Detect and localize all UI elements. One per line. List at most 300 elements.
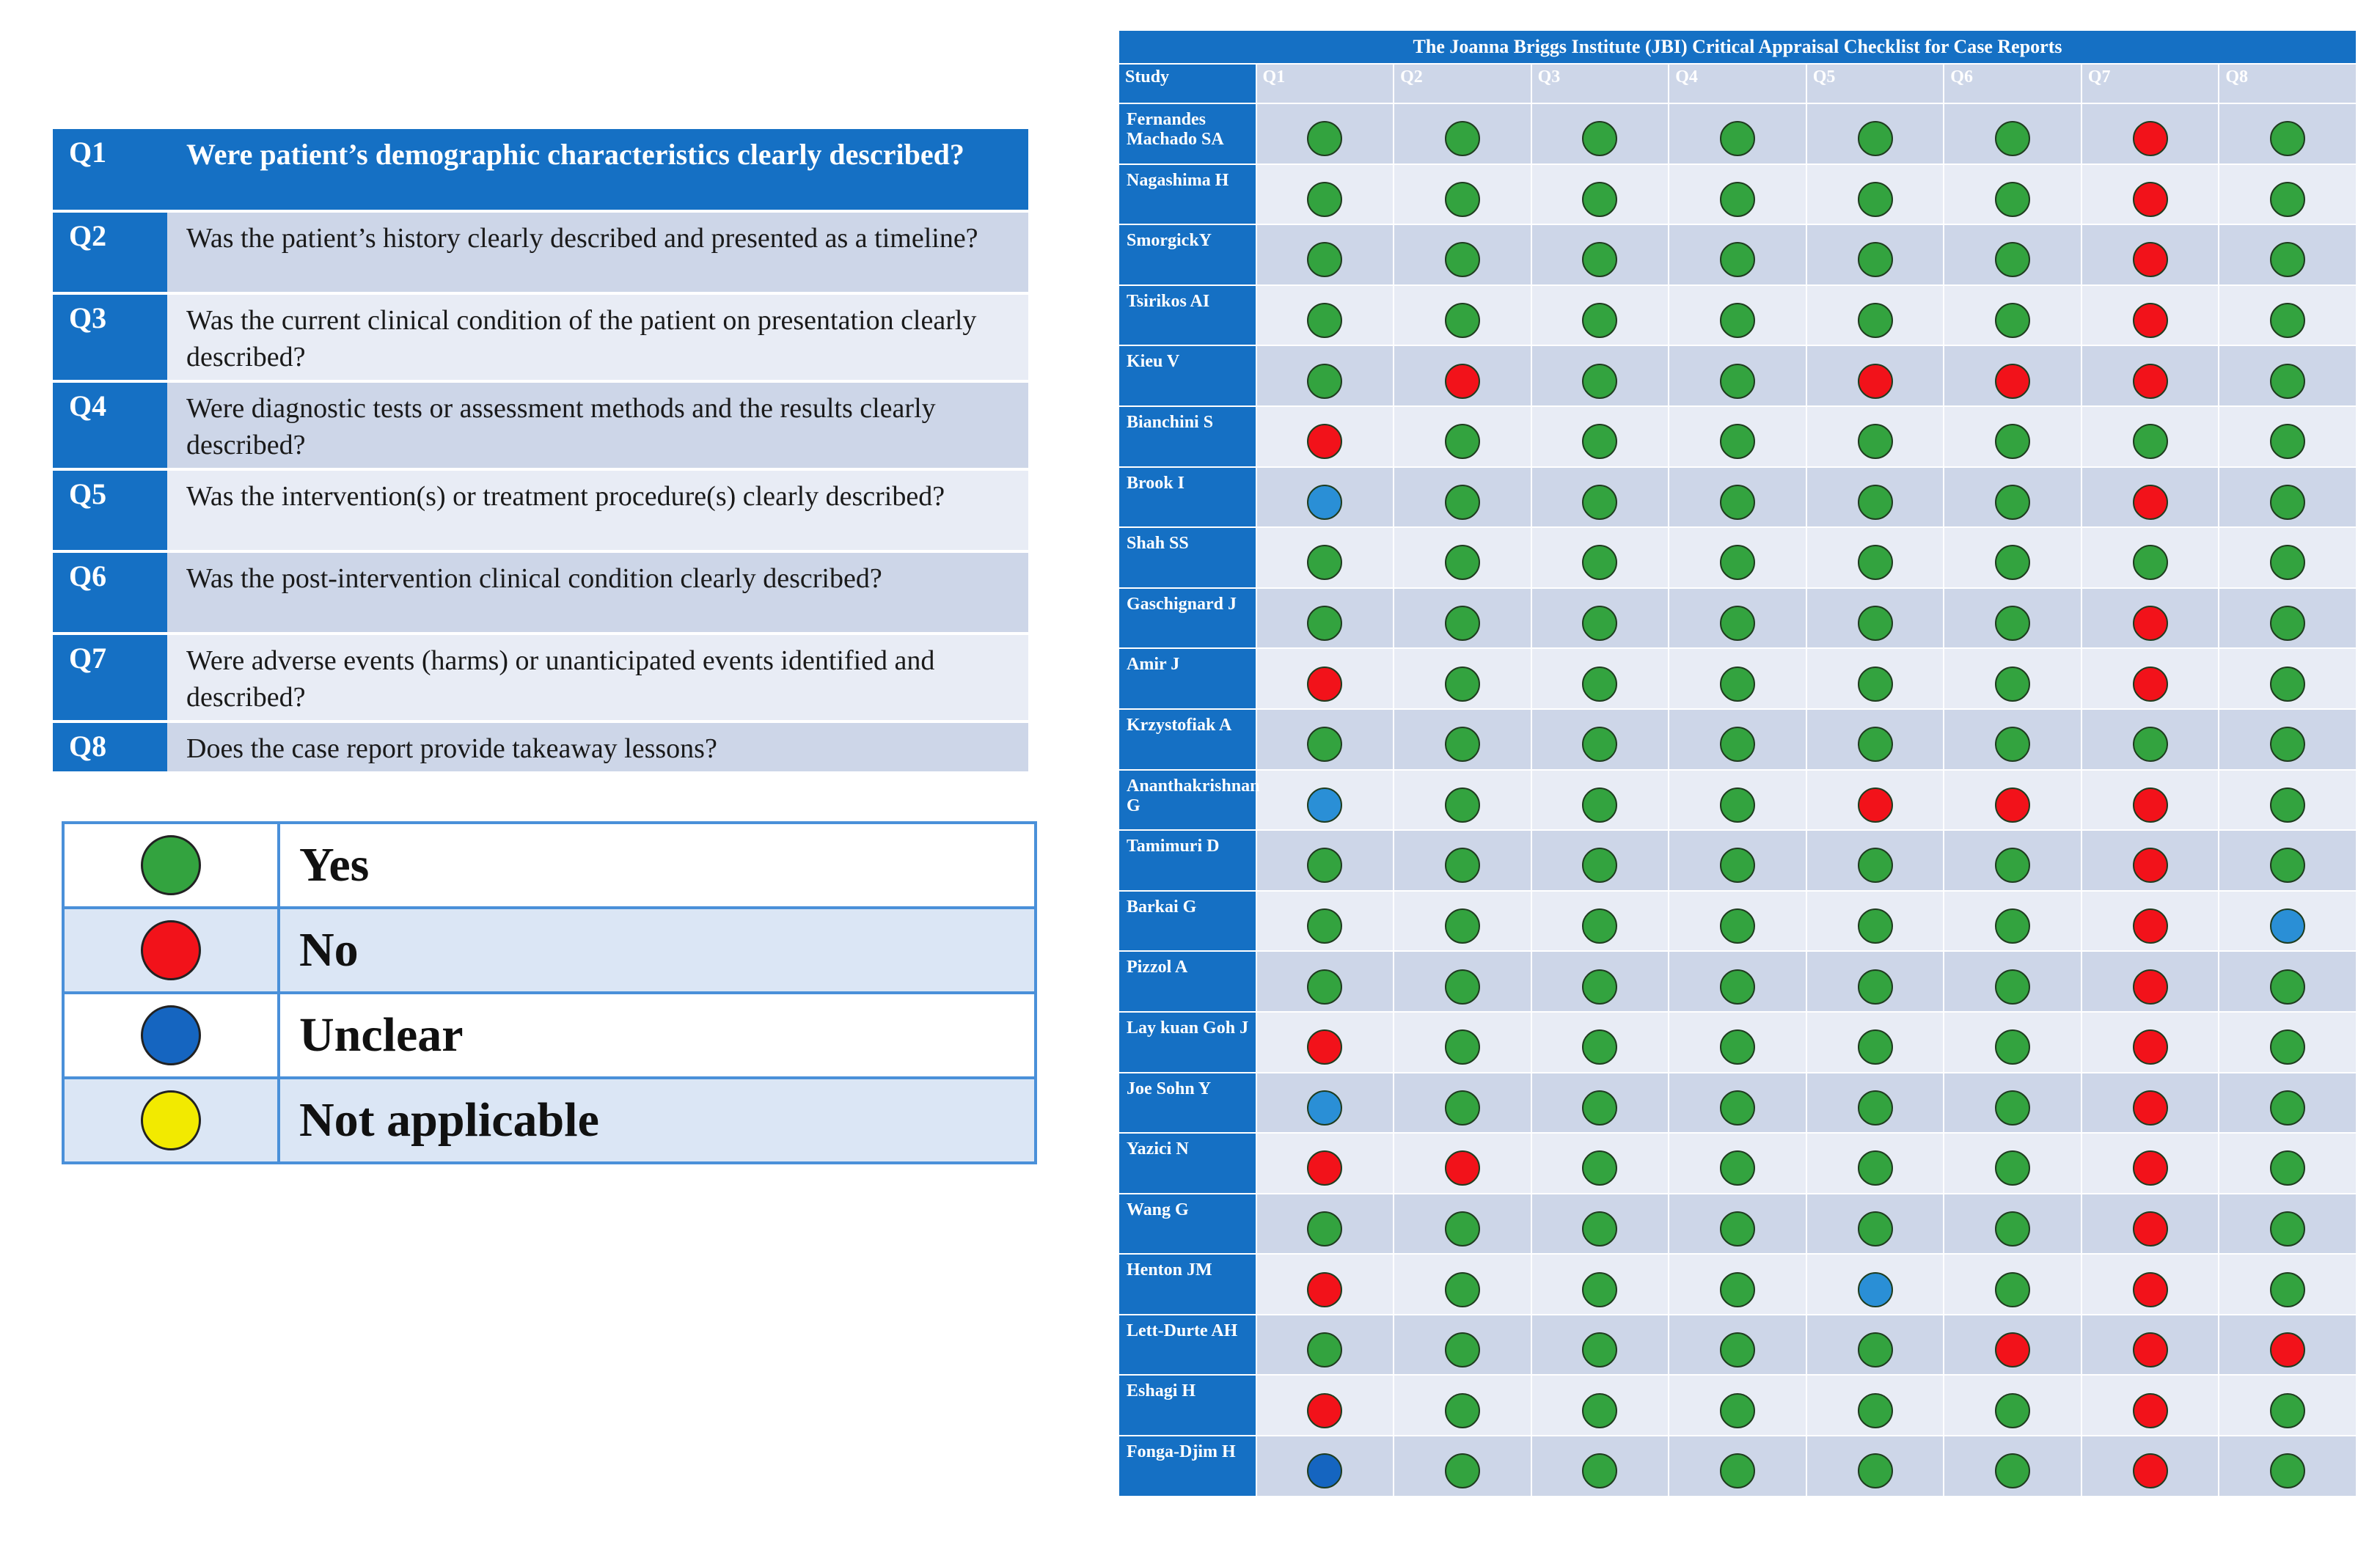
yes-dot-icon: [1307, 364, 1342, 399]
no-dot-icon: [2133, 1150, 2168, 1186]
yes-dot-icon: [1858, 1453, 1893, 1488]
question-code: Q3: [53, 293, 167, 381]
rating-cell: [1256, 1012, 1394, 1073]
no-dot-icon: [1307, 1150, 1342, 1186]
rating-cell: [1256, 709, 1394, 770]
red-circle-icon: [141, 920, 201, 980]
yes-dot-icon: [1995, 182, 2030, 217]
rating-cell: [1669, 770, 1806, 831]
no-dot-icon: [2133, 969, 2168, 1005]
no-dot-icon: [1995, 364, 2030, 399]
rating-cell: [1531, 1375, 1669, 1436]
yes-dot-icon: [1995, 1211, 2030, 1247]
rating-cell: [1256, 224, 1394, 285]
yes-dot-icon: [1445, 545, 1480, 580]
study-name: Shah SS: [1118, 527, 1256, 588]
yes-dot-icon: [1858, 182, 1893, 217]
yes-dot-icon: [1445, 121, 1480, 156]
yes-dot-icon: [1720, 1393, 1755, 1428]
question-text: Were adverse events (harms) or unanticipated events identified and described?: [167, 634, 1028, 722]
study-name: Wang G: [1118, 1194, 1256, 1255]
rating-cell: [1256, 1315, 1394, 1376]
yes-dot-icon: [1720, 1211, 1755, 1247]
rating-cell: [2219, 285, 2357, 346]
yes-dot-icon: [1720, 848, 1755, 883]
rating-cell: [1531, 830, 1669, 891]
rating-cell: [1669, 1375, 1806, 1436]
rating-cell: [1806, 1194, 1944, 1255]
no-dot-icon: [1307, 667, 1342, 702]
rating-cell: [1944, 1073, 2081, 1134]
yes-dot-icon: [1445, 1272, 1480, 1307]
study-row: [1118, 406, 2357, 467]
rating-cell: [1944, 891, 2081, 952]
rating-cell: [1531, 527, 1669, 588]
yes-dot-icon: [1307, 1332, 1342, 1367]
rating-cell: [1256, 467, 1394, 528]
yes-dot-icon: [1858, 1090, 1893, 1126]
yes-dot-icon: [1858, 667, 1893, 702]
yes-dot-icon: [1445, 424, 1480, 459]
rating-cell: [1669, 527, 1806, 588]
rating-cell: [2219, 1254, 2357, 1315]
study-name: Pizzol A: [1118, 951, 1256, 1012]
rating-cell: [2219, 164, 2357, 225]
rating-cell: [1256, 1375, 1394, 1436]
rating-cell: [2081, 467, 2219, 528]
yes-dot-icon: [2270, 485, 2305, 520]
yes-dot-icon: [1445, 787, 1480, 823]
rating-cell: [1394, 1073, 1531, 1134]
no-dot-icon: [2133, 848, 2168, 883]
rating-cell: [1256, 830, 1394, 891]
rating-cell: [1806, 1073, 1944, 1134]
rating-cell: [2081, 1254, 2219, 1315]
rating-cell: [1944, 951, 2081, 1012]
rating-cell: [1394, 224, 1531, 285]
yes-dot-icon: [1995, 1393, 2030, 1428]
study-row: [1118, 830, 2357, 891]
yes-dot-icon: [1445, 1453, 1480, 1488]
yes-dot-icon: [2270, 1090, 2305, 1126]
yes-dot-icon: [1995, 848, 2030, 883]
question-code: Q8: [53, 722, 167, 773]
rating-cell: [1531, 1254, 1669, 1315]
yes-dot-icon: [1720, 364, 1755, 399]
yes-dot-icon: [1307, 242, 1342, 277]
no-dot-icon: [2133, 1393, 2168, 1428]
question-column-header: Q5: [1806, 64, 1944, 103]
rating-cell: [1944, 224, 2081, 285]
question-row: [53, 469, 1028, 551]
rating-cell: [1256, 1436, 1394, 1497]
question-text: Were diagnostic tests or assessment methods and the results clearly described?: [167, 381, 1028, 469]
rating-cell: [1944, 345, 2081, 406]
yes-dot-icon: [1445, 1332, 1480, 1367]
yes-dot-icon: [1858, 1029, 1893, 1065]
no-dot-icon: [2133, 1272, 2168, 1307]
study-row: [1118, 103, 2357, 164]
unclear-dot-icon: [1307, 485, 1342, 520]
rating-cell: [1944, 1133, 2081, 1194]
rating-cell: [1256, 648, 1394, 709]
rating-cell: [1669, 1194, 1806, 1255]
rating-cell: [2219, 891, 2357, 952]
rating-cell: [2219, 527, 2357, 588]
rating-cell: [1394, 648, 1531, 709]
rating-cell: [1394, 1194, 1531, 1255]
rating-cell: [2219, 588, 2357, 649]
rating-cell: [1394, 830, 1531, 891]
yes-dot-icon: [2133, 545, 2168, 580]
rating-cell: [2219, 1194, 2357, 1255]
unclear-dot-icon: [1307, 1090, 1342, 1126]
rating-cell: [2081, 1133, 2219, 1194]
rating-cell: [1806, 891, 1944, 952]
rating-cell: [2081, 224, 2219, 285]
rating-cell: [1669, 1012, 1806, 1073]
rating-cell: [2219, 709, 2357, 770]
yes-dot-icon: [2270, 182, 2305, 217]
rating-cell: [2081, 285, 2219, 346]
question-row: [53, 129, 1028, 211]
rating-cell: [2081, 830, 2219, 891]
study-name: Brook I: [1118, 467, 1256, 528]
study-name: Tsirikos AI: [1118, 285, 1256, 346]
rating-cell: [1944, 709, 2081, 770]
study-name: Krzystofiak A: [1118, 709, 1256, 770]
study-row: [1118, 1012, 2357, 1073]
legend-row: [63, 993, 1036, 1078]
no-dot-icon: [1445, 1150, 1480, 1186]
rating-cell: [1806, 709, 1944, 770]
no-dot-icon: [2133, 182, 2168, 217]
unclear-dot-icon: [1307, 1453, 1342, 1488]
yes-dot-icon: [1445, 242, 1480, 277]
legend-label: Unclear: [279, 993, 1036, 1078]
yes-dot-icon: [1307, 969, 1342, 1005]
rating-cell: [1806, 588, 1944, 649]
yes-dot-icon: [2270, 1029, 2305, 1065]
rating-cell: [1669, 588, 1806, 649]
yellow-circle-icon: [141, 1090, 201, 1150]
yes-dot-icon: [1858, 606, 1893, 641]
rating-cell: [2219, 345, 2357, 406]
study-name: Fernandes Machado SA: [1118, 103, 1256, 164]
yes-dot-icon: [1995, 424, 2030, 459]
rating-cell: [1944, 1194, 2081, 1255]
yes-dot-icon: [1582, 1393, 1617, 1428]
study-row: [1118, 224, 2357, 285]
study-name: Lett-Durte AH: [1118, 1315, 1256, 1376]
blue-circle-icon: [141, 1005, 201, 1065]
rating-cell: [1531, 648, 1669, 709]
rating-cell: [2219, 103, 2357, 164]
rating-cell: [1806, 527, 1944, 588]
rating-cell: [1669, 103, 1806, 164]
rating-cell: [2219, 951, 2357, 1012]
rating-cell: [1531, 1073, 1669, 1134]
no-dot-icon: [1858, 364, 1893, 399]
yes-dot-icon: [1858, 424, 1893, 459]
yes-dot-icon: [1582, 1029, 1617, 1065]
unclear-dot-icon: [2270, 908, 2305, 944]
study-name: Joe Sohn Y: [1118, 1073, 1256, 1134]
rating-cell: [1944, 164, 2081, 225]
no-dot-icon: [2133, 1090, 2168, 1126]
yes-dot-icon: [1995, 121, 2030, 156]
rating-cell: [1394, 1436, 1531, 1497]
study-name: Lay kuan Goh J: [1118, 1012, 1256, 1073]
legend-swatch: [63, 908, 279, 993]
rating-cell: [1394, 709, 1531, 770]
yes-dot-icon: [1720, 1453, 1755, 1488]
yes-dot-icon: [2270, 848, 2305, 883]
rating-cell: [2219, 1315, 2357, 1376]
question-row: [53, 722, 1028, 773]
no-dot-icon: [1858, 787, 1893, 823]
yes-dot-icon: [1858, 545, 1893, 580]
yes-dot-icon: [1995, 303, 2030, 338]
rating-cell: [1944, 1254, 2081, 1315]
yes-dot-icon: [1582, 969, 1617, 1005]
rating-cell: [1944, 1436, 2081, 1497]
yes-dot-icon: [1720, 1150, 1755, 1186]
rating-cell: [1806, 648, 1944, 709]
rating-cell: [1256, 345, 1394, 406]
yes-dot-icon: [1445, 182, 1480, 217]
study-row: [1118, 709, 2357, 770]
yes-dot-icon: [1720, 908, 1755, 944]
study-row: [1118, 588, 2357, 649]
rating-cell: [1394, 1315, 1531, 1376]
legend-label: Yes: [279, 823, 1036, 908]
rating-cell: [2219, 467, 2357, 528]
question-code: Q2: [53, 211, 167, 293]
rating-cell: [1806, 103, 1944, 164]
yes-dot-icon: [1582, 242, 1617, 277]
yes-dot-icon: [1582, 727, 1617, 762]
no-dot-icon: [2133, 667, 2168, 702]
legend-row: [63, 908, 1036, 993]
no-dot-icon: [2133, 1332, 2168, 1367]
yes-dot-icon: [2270, 545, 2305, 580]
rating-cell: [1944, 406, 2081, 467]
yes-dot-icon: [2270, 1272, 2305, 1307]
rating-cell: [1944, 648, 2081, 709]
yes-dot-icon: [1995, 1272, 2030, 1307]
question-text: Were patient’s demographic characteristics clearly described?: [167, 129, 1028, 211]
rating-cell: [1394, 406, 1531, 467]
yes-dot-icon: [1995, 606, 2030, 641]
no-dot-icon: [1307, 1029, 1342, 1065]
rating-cell: [2081, 951, 2219, 1012]
rating-cell: [2081, 891, 2219, 952]
rating-cell: [2081, 1436, 2219, 1497]
yes-dot-icon: [1445, 1090, 1480, 1126]
yes-dot-icon: [1858, 848, 1893, 883]
yes-dot-icon: [2133, 424, 2168, 459]
rating-cell: [1806, 1012, 1944, 1073]
legend-swatch: [63, 993, 279, 1078]
no-dot-icon: [2133, 242, 2168, 277]
rating-cell: [1256, 164, 1394, 225]
no-dot-icon: [2133, 364, 2168, 399]
rating-cell: [1394, 1375, 1531, 1436]
yes-dot-icon: [2270, 1393, 2305, 1428]
legend-label: Not applicable: [279, 1078, 1036, 1163]
yes-dot-icon: [1445, 667, 1480, 702]
rating-cell: [2081, 709, 2219, 770]
rating-cell: [1256, 285, 1394, 346]
rating-cell: [1806, 1254, 1944, 1315]
study-name: SmorgickY: [1118, 224, 1256, 285]
yes-dot-icon: [1720, 969, 1755, 1005]
yes-dot-icon: [1582, 1272, 1617, 1307]
rating-cell: [1669, 406, 1806, 467]
rating-cell: [1256, 1133, 1394, 1194]
yes-dot-icon: [1720, 787, 1755, 823]
study-row: [1118, 648, 2357, 709]
study-row: [1118, 345, 2357, 406]
yes-dot-icon: [1720, 242, 1755, 277]
yes-dot-icon: [1582, 364, 1617, 399]
study-row: [1118, 1194, 2357, 1255]
study-row: [1118, 1315, 2357, 1376]
yes-dot-icon: [1582, 182, 1617, 217]
question-text: Does the case report provide takeaway lessons?: [167, 722, 1028, 773]
yes-dot-icon: [1445, 303, 1480, 338]
yes-dot-icon: [1445, 727, 1480, 762]
yes-dot-icon: [2270, 1150, 2305, 1186]
rating-cell: [1394, 467, 1531, 528]
study-row: [1118, 1436, 2357, 1497]
yes-dot-icon: [2270, 1211, 2305, 1247]
study-row: [1118, 891, 2357, 952]
question-definitions-table: [53, 129, 1028, 774]
rating-cell: [2081, 164, 2219, 225]
rating-cell: [2081, 1194, 2219, 1255]
yes-dot-icon: [1995, 485, 2030, 520]
rating-cell: [1944, 103, 2081, 164]
legend-row: [63, 1078, 1036, 1163]
rating-cell: [1806, 345, 1944, 406]
no-dot-icon: [2133, 303, 2168, 338]
no-dot-icon: [2133, 1029, 2168, 1065]
yes-dot-icon: [2270, 606, 2305, 641]
study-row: [1118, 1375, 2357, 1436]
rating-cell: [1669, 1254, 1806, 1315]
no-dot-icon: [2133, 1211, 2168, 1247]
yes-dot-icon: [1720, 121, 1755, 156]
rating-cell: [2081, 588, 2219, 649]
rating-cell: [1944, 1012, 2081, 1073]
rating-cell: [1806, 164, 1944, 225]
no-dot-icon: [2133, 908, 2168, 944]
rating-cell: [1806, 951, 1944, 1012]
study-row: [1118, 1133, 2357, 1194]
rating-cell: [1806, 770, 1944, 831]
yes-dot-icon: [1307, 121, 1342, 156]
yes-dot-icon: [2270, 787, 2305, 823]
rating-cell: [1669, 951, 1806, 1012]
rating-cell: [1669, 345, 1806, 406]
rating-cell: [1394, 770, 1531, 831]
rating-cell: [1256, 103, 1394, 164]
rating-cell: [2219, 770, 2357, 831]
yes-dot-icon: [1720, 182, 1755, 217]
rating-cell: [1806, 467, 1944, 528]
yes-dot-icon: [1720, 1332, 1755, 1367]
question-column-header: Q2: [1394, 64, 1531, 103]
rating-cell: [1531, 467, 1669, 528]
rating-cell: [1256, 1194, 1394, 1255]
rating-cell: [1531, 1133, 1669, 1194]
yes-dot-icon: [1582, 1150, 1617, 1186]
no-dot-icon: [2133, 787, 2168, 823]
rating-cell: [1256, 588, 1394, 649]
rating-cell: [1944, 1375, 2081, 1436]
study-column-header: Study: [1118, 64, 1256, 103]
rating-cell: [1806, 406, 1944, 467]
study-row: [1118, 285, 2357, 346]
rating-cell: [1256, 891, 1394, 952]
no-dot-icon: [1307, 1393, 1342, 1428]
yes-dot-icon: [1995, 969, 2030, 1005]
rating-cell: [2219, 1133, 2357, 1194]
rating-cell: [1394, 891, 1531, 952]
question-text: Was the post-intervention clinical condition clearly described?: [167, 551, 1028, 634]
yes-dot-icon: [1858, 1393, 1893, 1428]
yes-dot-icon: [1858, 1150, 1893, 1186]
rating-cell: [1669, 164, 1806, 225]
no-dot-icon: [2133, 121, 2168, 156]
question-text: Was the patient’s history clearly described and presented as a timeline?: [167, 211, 1028, 293]
yes-dot-icon: [1995, 1029, 2030, 1065]
rating-cell: [1394, 164, 1531, 225]
rating-cell: [2219, 1012, 2357, 1073]
yes-dot-icon: [1720, 1090, 1755, 1126]
rating-cell: [1394, 951, 1531, 1012]
study-name: Fonga-Djim H: [1118, 1436, 1256, 1497]
green-circle-icon: [141, 835, 201, 895]
yes-dot-icon: [1858, 969, 1893, 1005]
rating-cell: [1256, 527, 1394, 588]
rating-cell: [1944, 467, 2081, 528]
rating-cell: [2081, 527, 2219, 588]
yes-dot-icon: [1445, 1393, 1480, 1428]
unclear-dot-icon: [1307, 787, 1342, 823]
rating-cell: [1806, 830, 1944, 891]
rating-cell: [1531, 588, 1669, 649]
yes-dot-icon: [1307, 727, 1342, 762]
question-row: [53, 634, 1028, 722]
yes-dot-icon: [1858, 242, 1893, 277]
rating-cell: [1806, 224, 1944, 285]
study-name: Tamimuri D: [1118, 830, 1256, 891]
study-name: Ananthakrishnan G: [1118, 770, 1256, 831]
yes-dot-icon: [1582, 1453, 1617, 1488]
study-row: [1118, 770, 2357, 831]
rating-cell: [1394, 1133, 1531, 1194]
rating-cell: [1669, 467, 1806, 528]
no-dot-icon: [2133, 1453, 2168, 1488]
rating-cell: [1531, 1194, 1669, 1255]
rating-cell: [1394, 345, 1531, 406]
rating-cell: [2219, 1375, 2357, 1436]
rating-cell: [1669, 1436, 1806, 1497]
rating-cell: [1394, 103, 1531, 164]
